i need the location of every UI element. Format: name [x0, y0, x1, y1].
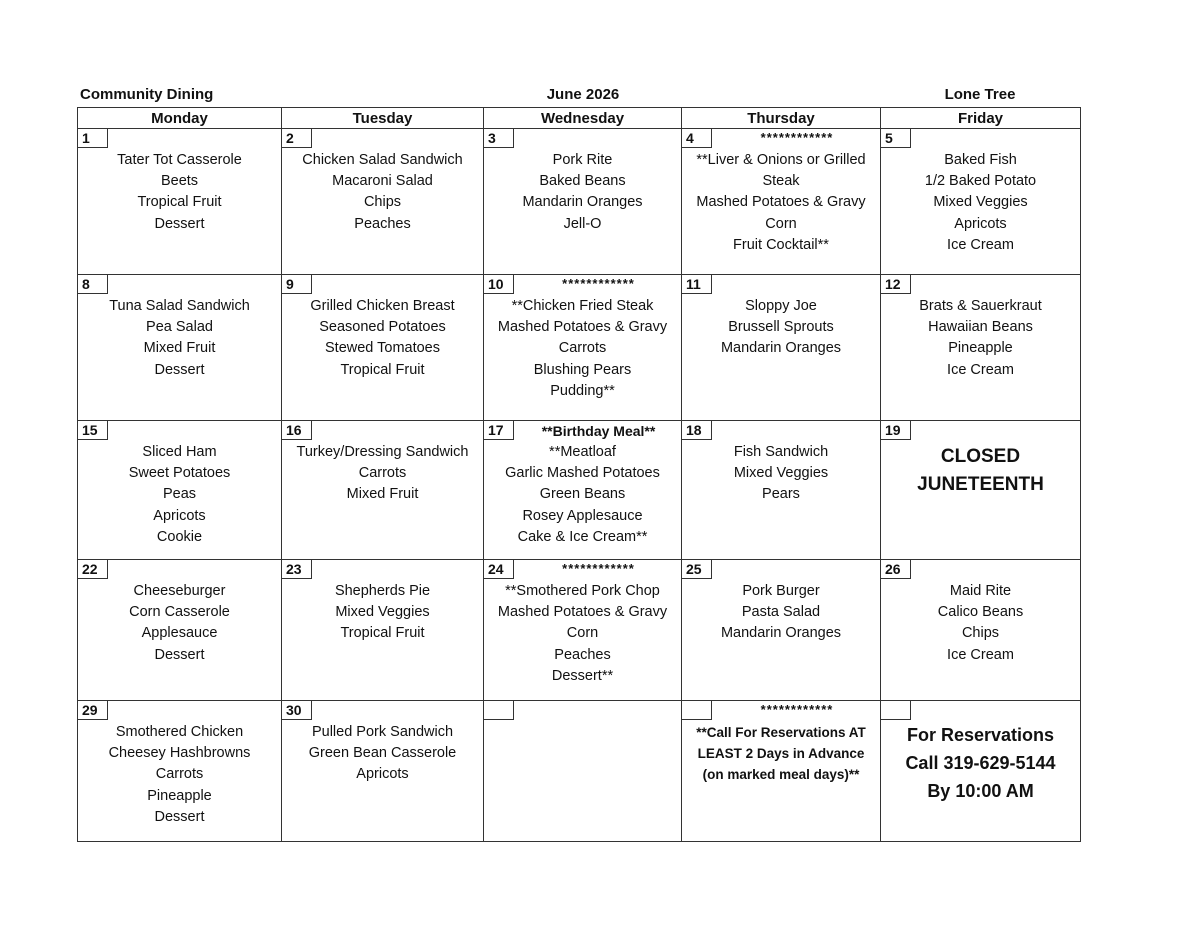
menu-item: Dessert: [154, 646, 205, 663]
menu-item: Mixed Veggies: [733, 465, 829, 482]
menu-item: Chicken Salad Sandwich: [302, 152, 463, 168]
week-row: [78, 421, 1081, 560]
menu-item: Brats & Sauerkraut: [919, 298, 1042, 314]
menu-list: [684, 296, 878, 360]
day-cell: [881, 701, 1081, 842]
day-cell: [881, 129, 1081, 275]
day-cell: [78, 701, 282, 842]
menu-item: Mashed Potatoes & Gravy: [696, 194, 866, 211]
day-number: 19: [881, 421, 911, 440]
menu-item: Dessert: [154, 361, 205, 378]
menu-item: Sweet Potatoes: [128, 465, 231, 482]
menu-item: Shepherds Pie: [334, 583, 431, 599]
menu-item: Steak: [762, 173, 800, 190]
menu-list: [284, 150, 481, 235]
menu-item: Mandarin Oranges: [720, 340, 842, 357]
day-cell: [682, 701, 881, 842]
day-number: 22: [78, 560, 108, 579]
menu-list: [883, 581, 1078, 666]
menu-item: Peaches: [354, 215, 411, 232]
menu-item: Pineapple: [147, 787, 212, 804]
week-row: [78, 701, 1081, 842]
note-line: **Call For Reservations AT: [696, 725, 866, 740]
menu-item: Mandarin Oranges: [720, 625, 842, 642]
day-cell: [484, 421, 682, 560]
reservation-marker: ************: [562, 561, 635, 576]
day-cell: [682, 129, 881, 275]
menu-item: Mixed Veggies: [335, 604, 430, 621]
day-cell: [78, 129, 282, 275]
menu-item: Pork Burger: [742, 583, 820, 599]
day-number: 26: [881, 560, 911, 579]
day-cell: [282, 275, 484, 421]
day-number: [484, 701, 514, 720]
menu-item: Apricots: [356, 766, 409, 783]
menu-item: Brussell Sprouts: [728, 319, 834, 336]
menu-item: Peaches: [554, 646, 611, 663]
menu-item: Tater Tot Casserole: [117, 152, 242, 168]
menu-item: Mixed Veggies: [933, 194, 1028, 211]
calendar-body: [78, 129, 1081, 842]
day-number: [682, 701, 712, 720]
menu-list: [883, 296, 1078, 381]
menu-item: Mixed Fruit: [346, 486, 419, 503]
menu-list: [284, 722, 481, 786]
weekday-header-row: [78, 108, 1081, 129]
menu-list: [80, 296, 279, 381]
menu-item: Stewed Tomatoes: [325, 340, 440, 357]
note-line: LEAST 2 Days in Advance: [697, 746, 865, 761]
day-cell: [881, 421, 1081, 560]
menu-item: Carrots: [155, 766, 204, 783]
menu-item: Green Bean Casserole: [308, 745, 457, 762]
day-number: 10: [484, 275, 514, 294]
menu-item: Blushing Pears: [533, 361, 632, 378]
menu-item: Mashed Potatoes & Gravy: [497, 604, 668, 621]
menu-item: Cake & Ice Cream**: [517, 528, 648, 545]
menu-item: Ice Cream: [947, 646, 1014, 663]
reservation-line: For Reservations: [906, 725, 1055, 745]
day-number: 24: [484, 560, 514, 579]
week-row: [78, 275, 1081, 421]
menu-item: Tropical Fruit: [137, 194, 222, 211]
day-cell: [78, 560, 282, 701]
menu-item: **Chicken Fried Steak: [511, 298, 654, 314]
menu-item: Chips: [961, 625, 1000, 642]
menu-item: Mashed Potatoes & Gravy: [497, 319, 668, 336]
menu-item: Pudding**: [550, 382, 615, 399]
menu-item: Rosey Applesauce: [522, 507, 643, 524]
menu-item: Sloppy Joe: [745, 298, 817, 314]
menu-list: [486, 150, 679, 235]
menu-list: [486, 296, 679, 402]
menu-item: Carrots: [358, 465, 407, 482]
day-cell: [484, 129, 682, 275]
day-number: 30: [282, 701, 312, 720]
menu-item: Smothered Chicken: [115, 724, 244, 740]
day-cell: [682, 560, 881, 701]
menu-item: Corn: [765, 215, 797, 232]
menu-item: **Smothered Pork Chop: [505, 583, 660, 599]
menu-list: [284, 442, 481, 506]
weekday-friday: Friday: [881, 108, 1081, 129]
menu-item: Carrots: [558, 340, 607, 357]
menu-item: Fish Sandwich: [733, 444, 829, 460]
day-cell: [484, 560, 682, 701]
day-number: 23: [282, 560, 312, 579]
day-number: 12: [881, 275, 911, 294]
day-cell: [282, 560, 484, 701]
closed-line: JUNETEENTH: [917, 474, 1044, 495]
menu-item: Ice Cream: [947, 361, 1014, 378]
menu-list: [684, 581, 878, 645]
menu-item: Pulled Pork Sandwich: [311, 724, 454, 740]
reservation-note: [684, 722, 878, 785]
day-number: 16: [282, 421, 312, 440]
day-cell: [282, 421, 484, 560]
menu-item: Macaroni Salad: [332, 173, 433, 190]
menu-item: Garlic Mashed Potatoes: [505, 465, 660, 482]
menu-item: Grilled Chicken Breast: [310, 298, 455, 314]
reservation-line: Call 319-629-5144: [905, 753, 1056, 773]
day-number: 4: [682, 129, 712, 148]
menu-list: [486, 442, 679, 548]
menu-item: **Liver & Onions or Grilled: [696, 152, 866, 168]
day-cell: [682, 421, 881, 560]
weekday-thursday: Thursday: [682, 108, 881, 129]
day-cell: [78, 421, 282, 560]
menu-list: [80, 581, 279, 666]
location-title: Lone Tree: [944, 86, 1016, 103]
menu-list: [80, 150, 279, 235]
week-row: [78, 129, 1081, 275]
weekday-tuesday: Tuesday: [282, 108, 484, 129]
menu-item: Tropical Fruit: [340, 361, 425, 378]
menu-item: Apricots: [153, 507, 206, 524]
menu-item: **Meatloaf: [549, 444, 616, 460]
menu-list: [284, 296, 481, 381]
menu-item: Turkey/Dressing Sandwich: [296, 444, 469, 460]
menu-item: Dessert: [154, 808, 205, 825]
special-meal-title: **Birthday Meal**: [541, 423, 656, 439]
menu-item: Maid Rite: [949, 583, 1012, 599]
program-title: Community Dining: [80, 86, 214, 103]
menu-item: Mixed Fruit: [143, 340, 216, 357]
menu-list: [80, 442, 279, 548]
menu-item: Tuna Salad Sandwich: [109, 298, 250, 314]
menu-list: [883, 150, 1078, 256]
menu-item: 1/2 Baked Potato: [924, 173, 1037, 190]
menu-item: Pineapple: [948, 340, 1013, 357]
menu-calendar: [77, 107, 1081, 842]
menu-item: Applesauce: [141, 625, 218, 642]
menu-item: Baked Fish: [944, 152, 1017, 168]
day-number: 25: [682, 560, 712, 579]
menu-list: [284, 581, 481, 645]
closed-line: CLOSED: [940, 446, 1021, 467]
day-number: 2: [282, 129, 312, 148]
day-cell: [881, 560, 1081, 701]
reservation-line: By 10:00 AM: [927, 781, 1034, 801]
day-number: 1: [78, 129, 108, 148]
menu-item: Sliced Ham: [142, 444, 217, 460]
menu-list: [684, 442, 878, 506]
menu-list: [486, 581, 679, 687]
month-title: June 2026: [546, 86, 620, 103]
reservation-marker: ************: [760, 702, 834, 717]
menu-item: Corn Casserole: [129, 604, 230, 621]
menu-list: [80, 722, 279, 828]
weekday-monday: Monday: [78, 108, 282, 129]
menu-item: Seasoned Potatoes: [319, 319, 446, 336]
day-cell: [282, 701, 484, 842]
day-number: 5: [881, 129, 911, 148]
menu-item: Mandarin Oranges: [522, 194, 643, 211]
menu-item: Dessert: [154, 215, 205, 232]
menu-item: Apricots: [954, 215, 1007, 232]
day-number: 15: [78, 421, 108, 440]
day-cell: [484, 275, 682, 421]
menu-item: Green Beans: [539, 486, 626, 503]
day-cell: [881, 275, 1081, 421]
day-cell: [282, 129, 484, 275]
closed-notice: [881, 443, 1080, 499]
day-cell: [682, 275, 881, 421]
day-cell: [484, 701, 682, 842]
day-number: 18: [682, 421, 712, 440]
day-number: 17: [484, 421, 514, 440]
menu-item: Cheesey Hashbrowns: [108, 745, 251, 762]
note-line: (on marked meal days)**: [702, 767, 860, 782]
reservation-marker: ************: [760, 130, 834, 145]
menu-item: Ice Cream: [947, 236, 1014, 253]
menu-item: Tropical Fruit: [340, 625, 425, 642]
day-number: 8: [78, 275, 108, 294]
menu-item: Cheeseburger: [133, 583, 226, 599]
menu-item: Peas: [162, 486, 197, 503]
menu-item: Chips: [363, 194, 402, 211]
menu-item: Jell-O: [563, 215, 602, 232]
day-number: [881, 701, 911, 720]
day-cell: [78, 275, 282, 421]
day-number: 29: [78, 701, 108, 720]
menu-item: Fruit Cocktail**: [733, 236, 829, 253]
reservation-contact: [881, 721, 1080, 805]
menu-item: Dessert**: [551, 667, 614, 684]
menu-item: Hawaiian Beans: [928, 319, 1033, 336]
menu-item: Cookie: [156, 528, 203, 545]
menu-item: Pea Salad: [146, 319, 213, 336]
menu-item: Corn: [566, 625, 599, 642]
weekday-wednesday: Wednesday: [484, 108, 682, 129]
day-number: 3: [484, 129, 514, 148]
menu-item: Calico Beans: [937, 604, 1024, 621]
day-number: 9: [282, 275, 312, 294]
menu-item: Baked Beans: [539, 173, 626, 190]
menu-list: [684, 150, 878, 256]
calendar-header: [77, 86, 1080, 106]
day-number: 11: [682, 275, 712, 294]
menu-item: Beets: [160, 173, 199, 190]
week-row: [78, 560, 1081, 701]
menu-item: Pork Rite: [552, 152, 613, 168]
menu-item: Pears: [762, 486, 800, 503]
menu-item: Pasta Salad: [741, 604, 821, 621]
reservation-marker: ************: [562, 276, 635, 291]
